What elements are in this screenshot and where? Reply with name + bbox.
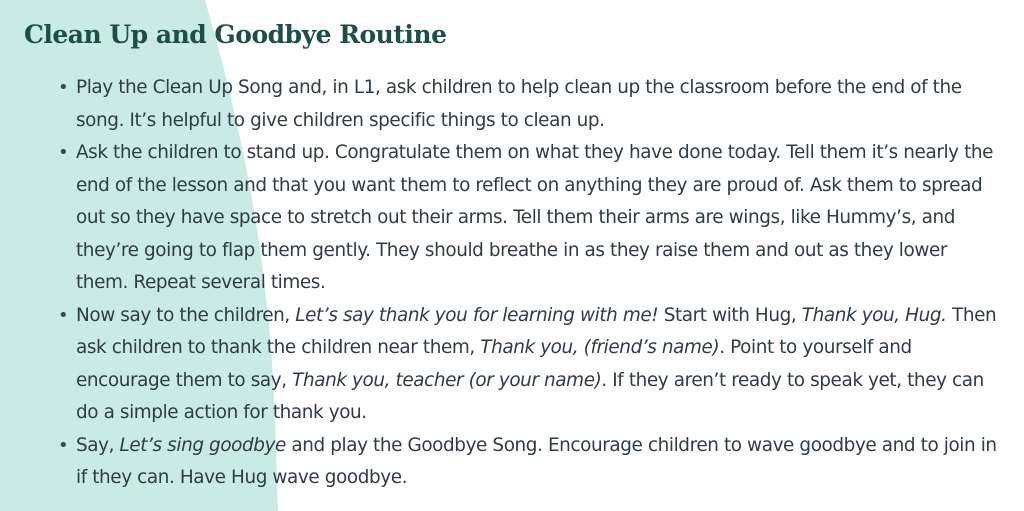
- italic-phrase: Thank you, teacher (or your name): [292, 369, 602, 391]
- lesson-section: [24, 18, 1004, 495]
- italic-phrase: Thank you, Hug.: [801, 304, 947, 326]
- bullet-text: . Point to yourself and encourage them to say,: [76, 337, 912, 391]
- bullet-text: Say,: [76, 434, 120, 456]
- bullet-text: Ask the children to stand up. Congratulate them on what they have done today. Tell them it’s nearly the end of the lesson and that you want them to reflect on anything they are proud of. Ask them to spread out so they have space to stretch out their arms. Tell them their arms are wings, like Hummy’s, and they’re going to flap them gently. They should breathe in as they raise them and out as they lower them. Repeat several times.: [76, 142, 994, 293]
- bullet-dot-icon: •: [58, 142, 69, 163]
- bullet-dot-icon: •: [58, 434, 69, 456]
- bullet-text: Play the Clean Up Song and, in L1, ask children to help clean up the classroom before the end of the song. It’s helpful to give children specific things to clean up.: [76, 77, 962, 131]
- bullet-item: [24, 300, 1004, 430]
- italic-phrase: Let’s sing goodbye: [119, 434, 286, 456]
- bullet-text: Then ask children to thank the children near them,: [76, 304, 997, 358]
- italic-phrase: Thank you, (friend’s name): [480, 337, 720, 358]
- bullet-item: [24, 137, 1004, 300]
- italic-phrase: Let’s say thank you for learning with me!: [295, 304, 659, 326]
- bullet-text: Start with Hug,: [658, 304, 802, 326]
- bullet-text: and play the Goodbye Song. Encourage children to wave goodbye and to join in if they can. Have Hug wave goodbye.: [76, 434, 997, 488]
- bullet-text: . If they aren’t ready to speak yet, they can do a simple action for thank you.: [76, 369, 984, 423]
- routine-bullet-list: [24, 72, 1004, 495]
- section-title: Clean Up and Goodbye Routine: [24, 20, 447, 49]
- bullet-dot-icon: •: [58, 77, 69, 98]
- bullet-text: Now say to the children,: [76, 304, 296, 326]
- bullet-item: [24, 430, 1004, 495]
- bullet-dot-icon: •: [58, 304, 69, 326]
- bullet-item: [24, 72, 1004, 137]
